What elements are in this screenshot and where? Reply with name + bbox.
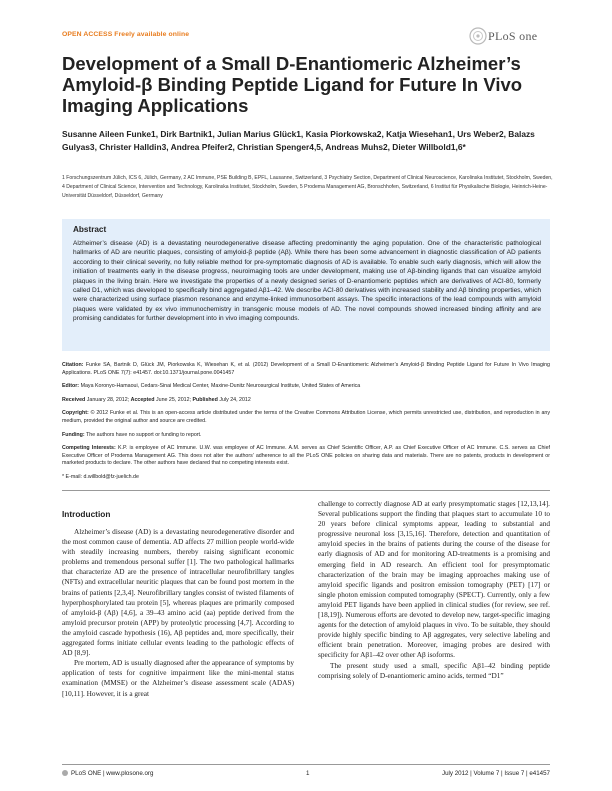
open-access-label: OPEN ACCESS Freely available online [62,31,190,38]
abstract-heading: Abstract [73,225,107,234]
introduction-heading: Introduction [62,509,111,519]
abstract-box [62,219,550,351]
copyright-line [62,410,550,425]
published-label: Published [192,396,218,403]
received-label: Received [62,396,86,403]
body-column-right [318,499,550,681]
footer-journal-text: PLoS ONE | www.plosone.org [71,770,154,777]
footer-journal [62,770,153,777]
funding-line [62,432,550,440]
article-metadata [62,362,550,488]
journal-logo [468,24,552,48]
competing-interests-line [62,445,550,468]
page-number: 1 [306,770,310,777]
footer-issue-info: July 2012 | Volume 7 | Issue 7 | e41457 [441,770,550,777]
intro-paragraph: Pre mortem, AD is usually diagnosed after the appearance of symptoms by application of tests for cognitive impairment like the mini-mental status examination (MMSE) or the Alzheimer’s disease assessment scale (ADAS) [10,11]. However, it is a great [62,658,294,698]
dates-line [62,397,550,405]
competing-interests-label: Competing Interests: [62,445,116,452]
footer-divider [62,764,550,765]
competing-interests-text: K.P. is employee of AC Immune. U.W. was employee of AC Immune. A.M. serves as Chief Scientific Officer, A.P. as Chief Executive Officer of AC Immune. C.S. serves as Chief Executive Officer of Prodema Management AG. This does not alter the authors’ adherence to all the PLoS ONE policies on sharing data and materials. There are no patents, products in development or marketed products to declare. The other authors have declared that no competing interests exist. [62,445,550,467]
abstract-text: Alzheimer’s disease (AD) is a devastating neurodegenerative disease affecting predominantly the aging population. One of the characteristic pathological hallmarks of AD are neuritic plaques, consisting of amyloid-β peptide (Aβ). While there has been some advancement in diagnostic classification of AD patients according to their clinical severity, no fully reliable method for pre-symptomatic diagnosis of AD is available. To enable such early diagnosis, which will allow the initiation of treatments early in the disease progress, neuroimaging tools are under development, making use of Aβ-binding ligands that can visualize amyloid plaques in the living brain. Here we investigate the properties of a newly designed series of D-enantiomeric peptides which are derivatives of ACI-80, formerly called D1, which was developed to specifically bind aggregated Aβ1–42. We describe ACI-80 derivatives with increased stability and Aβ binding properties, which were characterized using surface plasmon resonance and enzyme-linked immunosorbent assays. The specific interactions of the lead compounds with amyloid plaques were validated by ex vivo immunochemistry in transgenic mouse models of AD. The novel compounds showed increased binding affinity and are promising candidates for further development into in vivo imaging compounds. [73,240,541,323]
plos-small-icon [62,770,68,776]
page-footer [62,770,550,782]
copyright-text: © 2012 Funke et al. This is an open-access article distributed under the terms of the Creative Commons Attribution License, which permits unrestricted use, distribution, and reproduction in any medium, provided the original author and source are credited. [62,410,550,424]
section-divider [62,490,550,491]
editor-text: Maya Koronyo-Hamaoui, Cedars-Sinai Medical Center, Maxine-Dunitz Neurosurgical Institute, United States of America [80,383,361,390]
accepted-date: June 25, 2012; [155,396,192,403]
citation-line [62,362,550,377]
body-column-left [62,527,294,699]
citation-label: Citation: [62,362,84,368]
open-access-banner [62,31,189,38]
funding-text: The authors have no support or funding to report. [86,431,202,438]
author-list: Susanne Aileen Funke1, Dirk Bartnik1, Julian Marius Glück1, Kasia Piorkowska2, Katja Wiesehan1, Urs Weber2, Balazs Gulyas3, Christer Halldin3, Andrea Pfeifer2, Christian Spenger4,5, Andreas Muhs2, Dieter Willbold1,6* [62,129,535,152]
plos-emblem-icon [468,24,488,48]
editor-label: Editor: [62,383,80,390]
accepted-label: Accepted [130,396,155,403]
copyright-label: Copyright: [62,410,89,417]
article-title: Development of a Small D-Enantiomeric Alzheimer’s Amyloid-β Binding Peptide Ligand for Future In Vivo Imaging Applications [62,53,523,116]
funding-label: Funding: [62,431,85,438]
editor-line [62,383,550,391]
intro-paragraph: The present study used a small, specific Aβ1–42 binding peptide comprising solely of D-enantiomeric amino acids, termed “D1” [318,660,550,680]
citation-text: Funke SA, Bartnik D, Glück JM, Piorkowska K, Wiesehan K, et al. (2012) Development of a Small D-Enantiomeric Alzheimer’s Amyloid-β Binding Peptide Ligand for Future In Vivo Imaging Applications. PLoS ONE 7(7): e41457. doi:10.1371/journal.pone.0041457 [62,362,550,376]
corresponding-email[interactable]: * E-mail: d.willbold@fz-juelich.de [62,473,139,480]
received-date: January 28, 2012; [86,396,130,403]
journal-brand-name: PLoS one [488,29,538,43]
intro-paragraph: challenge to correctly diagnose AD at early presymptomatic stages [12,13,14]. Several publications support the finding that plaques start to accumulate 10 to 20 years before clinical symptoms appear, leading to substantial and progressive neuronal loss [3,15,16]. Therefore, detection and quantitation of amyloid species in the brains of patients during the course of the disease for early diagnosis of AD and for monitoring AD-treatments is a promising and emerging field in AD research. An efficient tool for presymptomatic characterization of the brain may be imaging approaches making use of amyloid specific ligands and positron emission tomography (PET) [17] or single photon emission computed tomography (SPECT). Currently, only a few amyloid PET ligands have been applied in clinical studies (for review, see ref. [18,19]). Numerous efforts are devoted to develop new, target-specific imaging agents for the detection of amyloid plaques in vivo. To be suitable, they should provide highly specific binding to Aβ aggregates, very selective labeling and efficient brain penetration. Moreover, imaging probes are desired with specificity for Aβ1–42 over other Aβ isoforms. [318,499,550,660]
published-date: July 24, 2012 [219,396,251,403]
affiliations: 1 Forschungszentrum Jülich, ICS 6, Jülich, Germany, 2 AC Immune, PSE Building B, EPFL, Lausanne, Switzerland, 3 Psychiatry Section, Department of Clinical Neuroscience, Karolinska Institutet, Stockholm, Sweden, 4 Department of Clinical Science, Intervention and Technology, Karolinska Institutet, Stockholm, Sweden, 5 Prodema Management AG, Bronschhofen, Switzerland, 6 Institut für Physikalische Biologie, Heinrich-Heine-Universität Düsseldorf, Düsseldorf, Germany [62,175,553,199]
intro-paragraph: Alzheimer’s disease (AD) is a devastating neurodegenerative disorder and the most common cause of dementia. AD affects 27 million people world-wide with steadily increasing numbers, thereby raising significant economic problems and tremendous personal suffer [1]. The two pathological hallmarks that characterize AD are the presence of intracellular neurofibrillary tangles (NFTs) and extracellular neuritic plaques that can be found post mortem in the brains of patients [2,3,4]. Neurofibrillary tangles consist of twisted filaments of hyperphosphorylated tau protein [5], whereas plaques are primarily composed of amyloid-β (Aβ) [4,6], a 39–43 amino acid (aa) peptide derived from the amyloid precursor protein (APP) by proteolytic processing [4,7]. According to the amyloid cascade hypothesis (16), Aβ peptides and, more specifically, their aggregated forms initiate cellular events leading to the pathologic effects of AD [8,9]. [62,527,294,658]
